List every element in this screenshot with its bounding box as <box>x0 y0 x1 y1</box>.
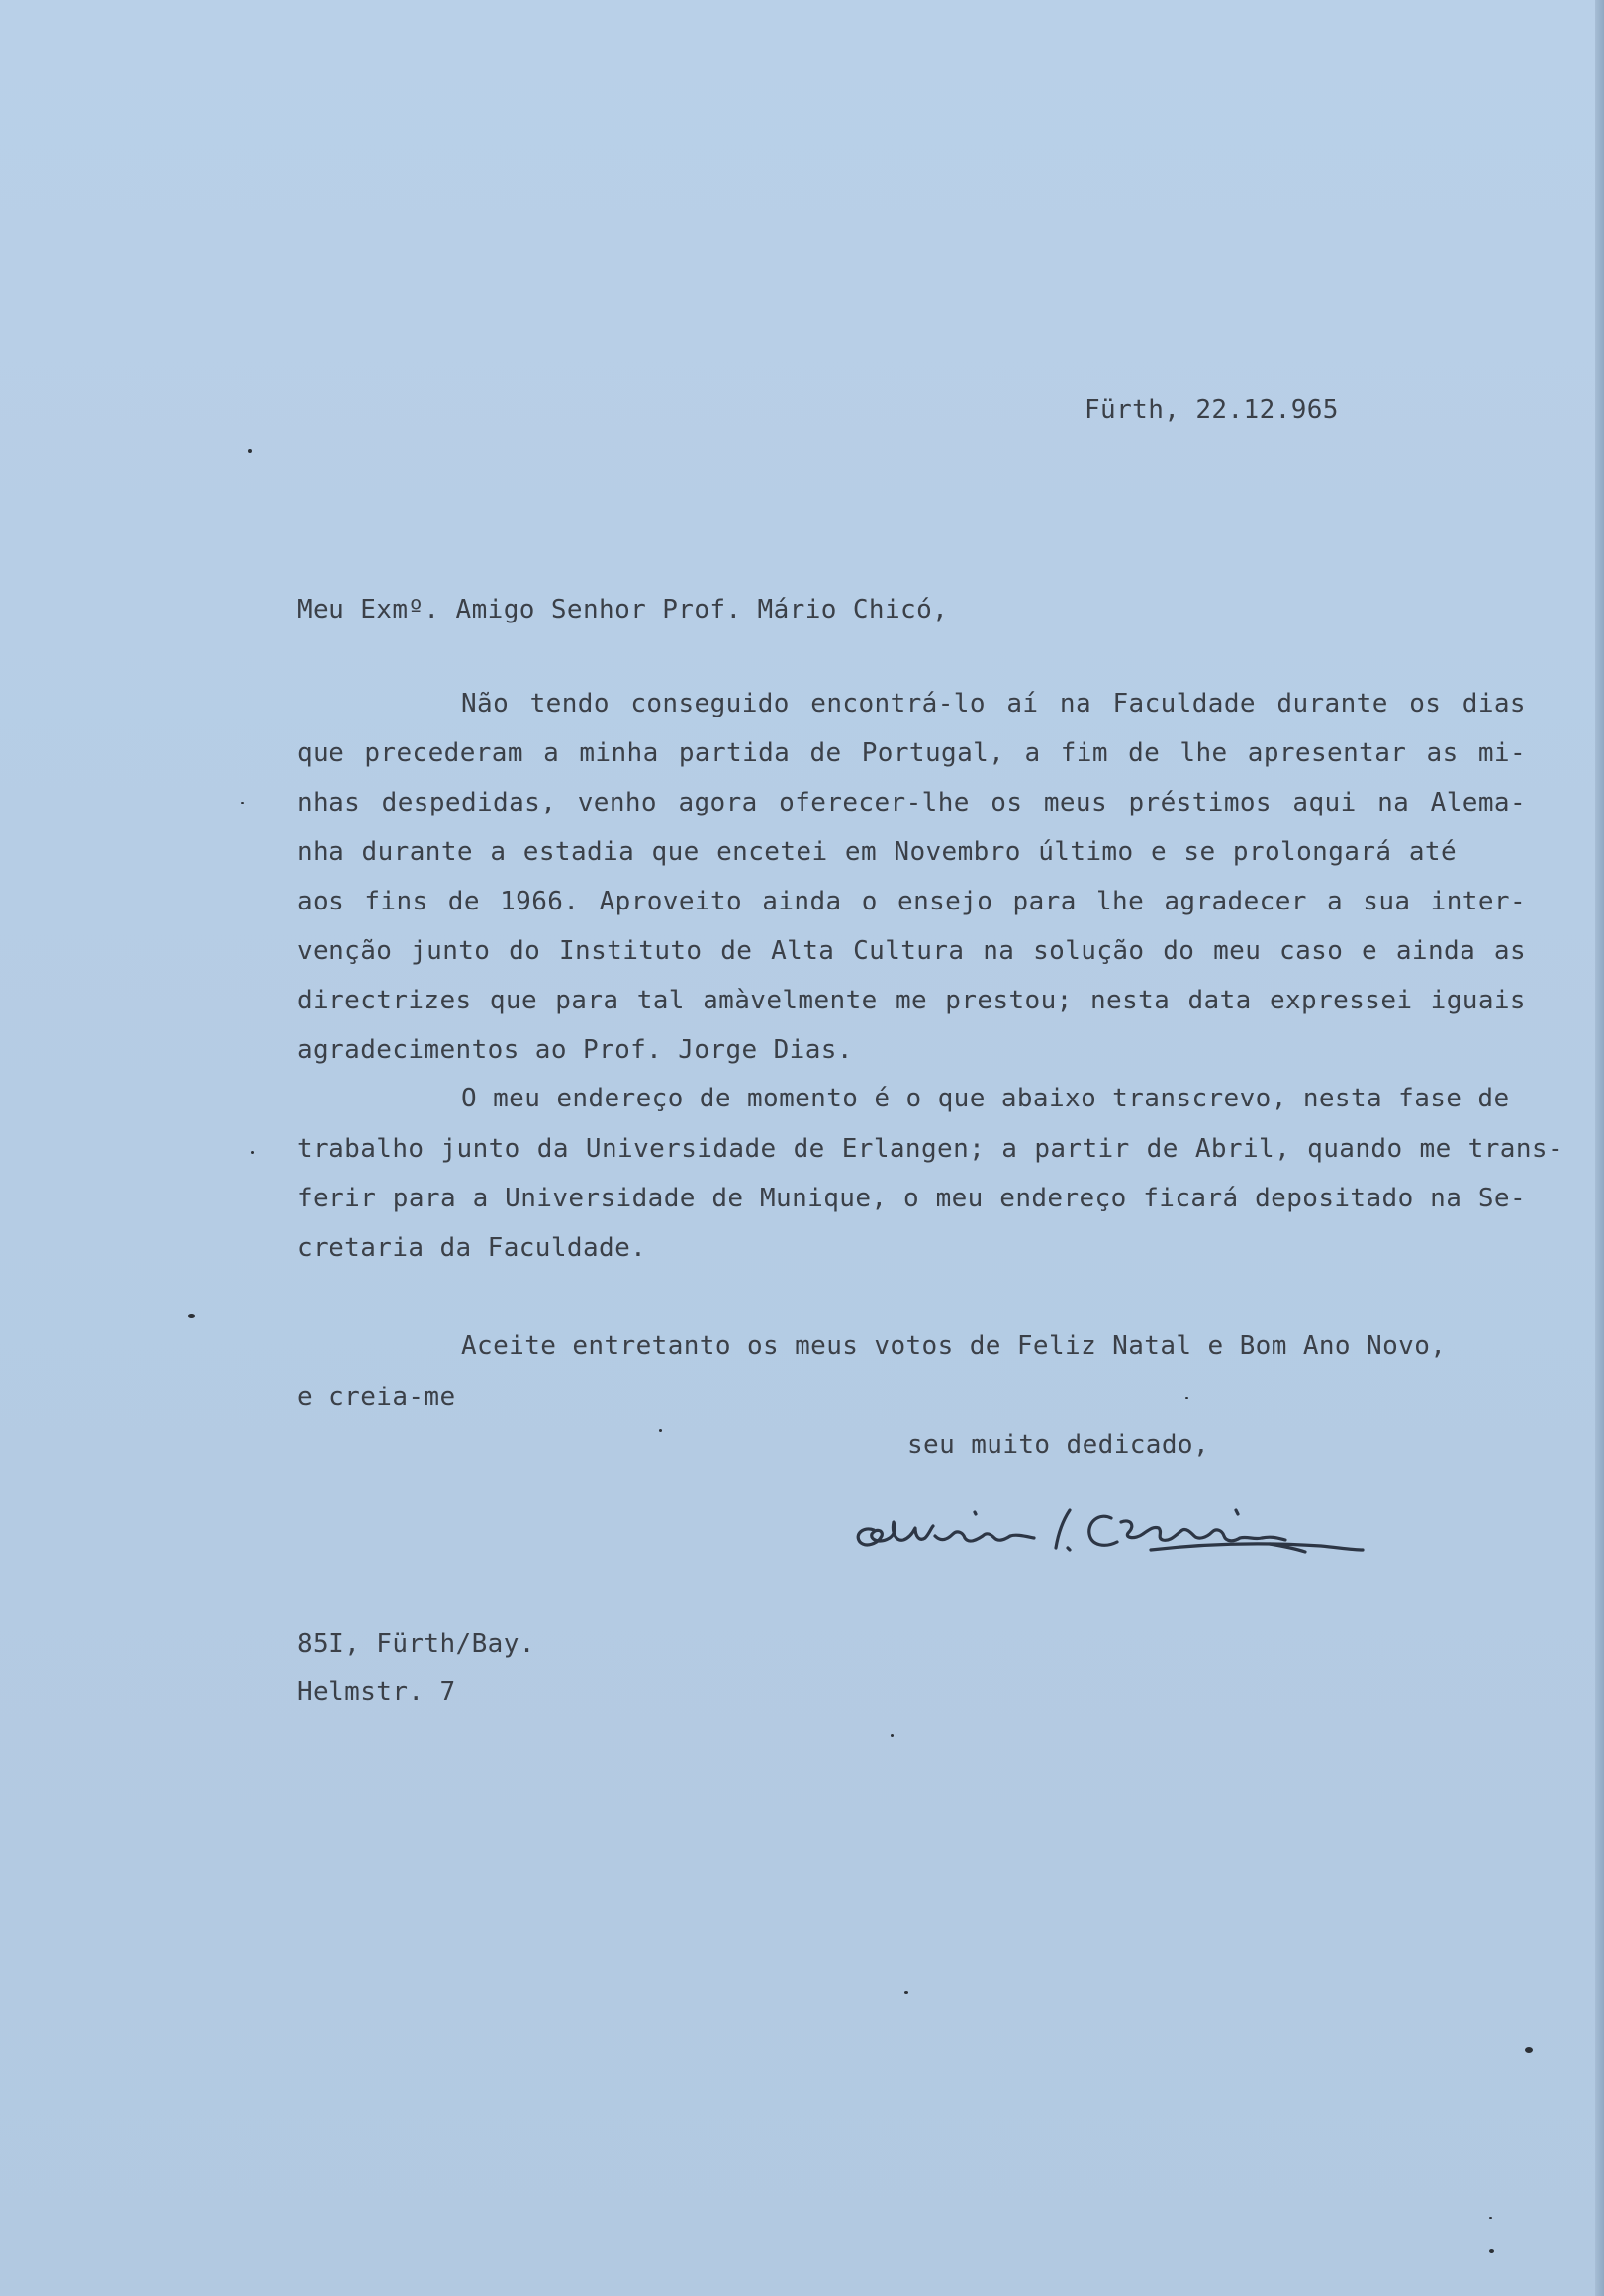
paragraph-line: Não tendo conseguido encontrá-lo aí na Faculdade durante os dias <box>461 689 1526 718</box>
valediction: seu muito dedicado, <box>907 1430 1210 1460</box>
address-line-1: 85I, Fürth/Bay. <box>297 1629 535 1659</box>
address-line-2: Helmstr. 7 <box>297 1677 456 1707</box>
date-line: Fürth, 22.12.965 <box>1085 395 1339 425</box>
closing-continuation: e creia-me <box>297 1383 456 1412</box>
paragraph-line: trabalho junto da Universidade de Erlangen; a partir de Abril, quando me trans- <box>297 1134 1563 1164</box>
paragraph-line: directrizes que para tal amàvelmente me prestou; nesta data expressei iguais <box>297 986 1526 1015</box>
salutation: Meu Exmº. Amigo Senhor Prof. Mário Chicó, <box>297 595 949 624</box>
closing-line: Aceite entretanto os meus votos de Feliz Natal e Bom Ano Novo, <box>461 1331 1447 1361</box>
paragraph-line: O meu endereço de momento é o que abaixo transcrevo, nesta fase de <box>461 1084 1510 1113</box>
paragraph-line: nhas despedidas, venho agora oferecer-lhe os meus préstimos aqui na Alema- <box>297 788 1526 817</box>
handwritten-signature <box>846 1492 1375 1562</box>
paragraph-line: aos fins de 1966. Aproveito ainda o ensejo para lhe agradecer a sua inter- <box>297 887 1526 916</box>
paragraph-line: cretaria da Faculdade. <box>297 1233 647 1263</box>
paragraph-line: venção junto do Instituto de Alta Cultura na solução do meu caso e ainda as <box>297 936 1526 966</box>
paragraph-line: nha durante a estadia que encetei em Novembro último e se prolongará até <box>297 837 1457 867</box>
paragraph-line: agradecimentos ao Prof. Jorge Dias. <box>297 1035 853 1065</box>
paper-edge <box>1595 0 1604 2296</box>
paragraph-line: que precederam a minha partida de Portugal, a fim de lhe apresentar as mi- <box>297 738 1526 768</box>
paragraph-line: ferir para a Universidade de Munique, o meu endereço ficará depositado na Se- <box>297 1184 1526 1213</box>
